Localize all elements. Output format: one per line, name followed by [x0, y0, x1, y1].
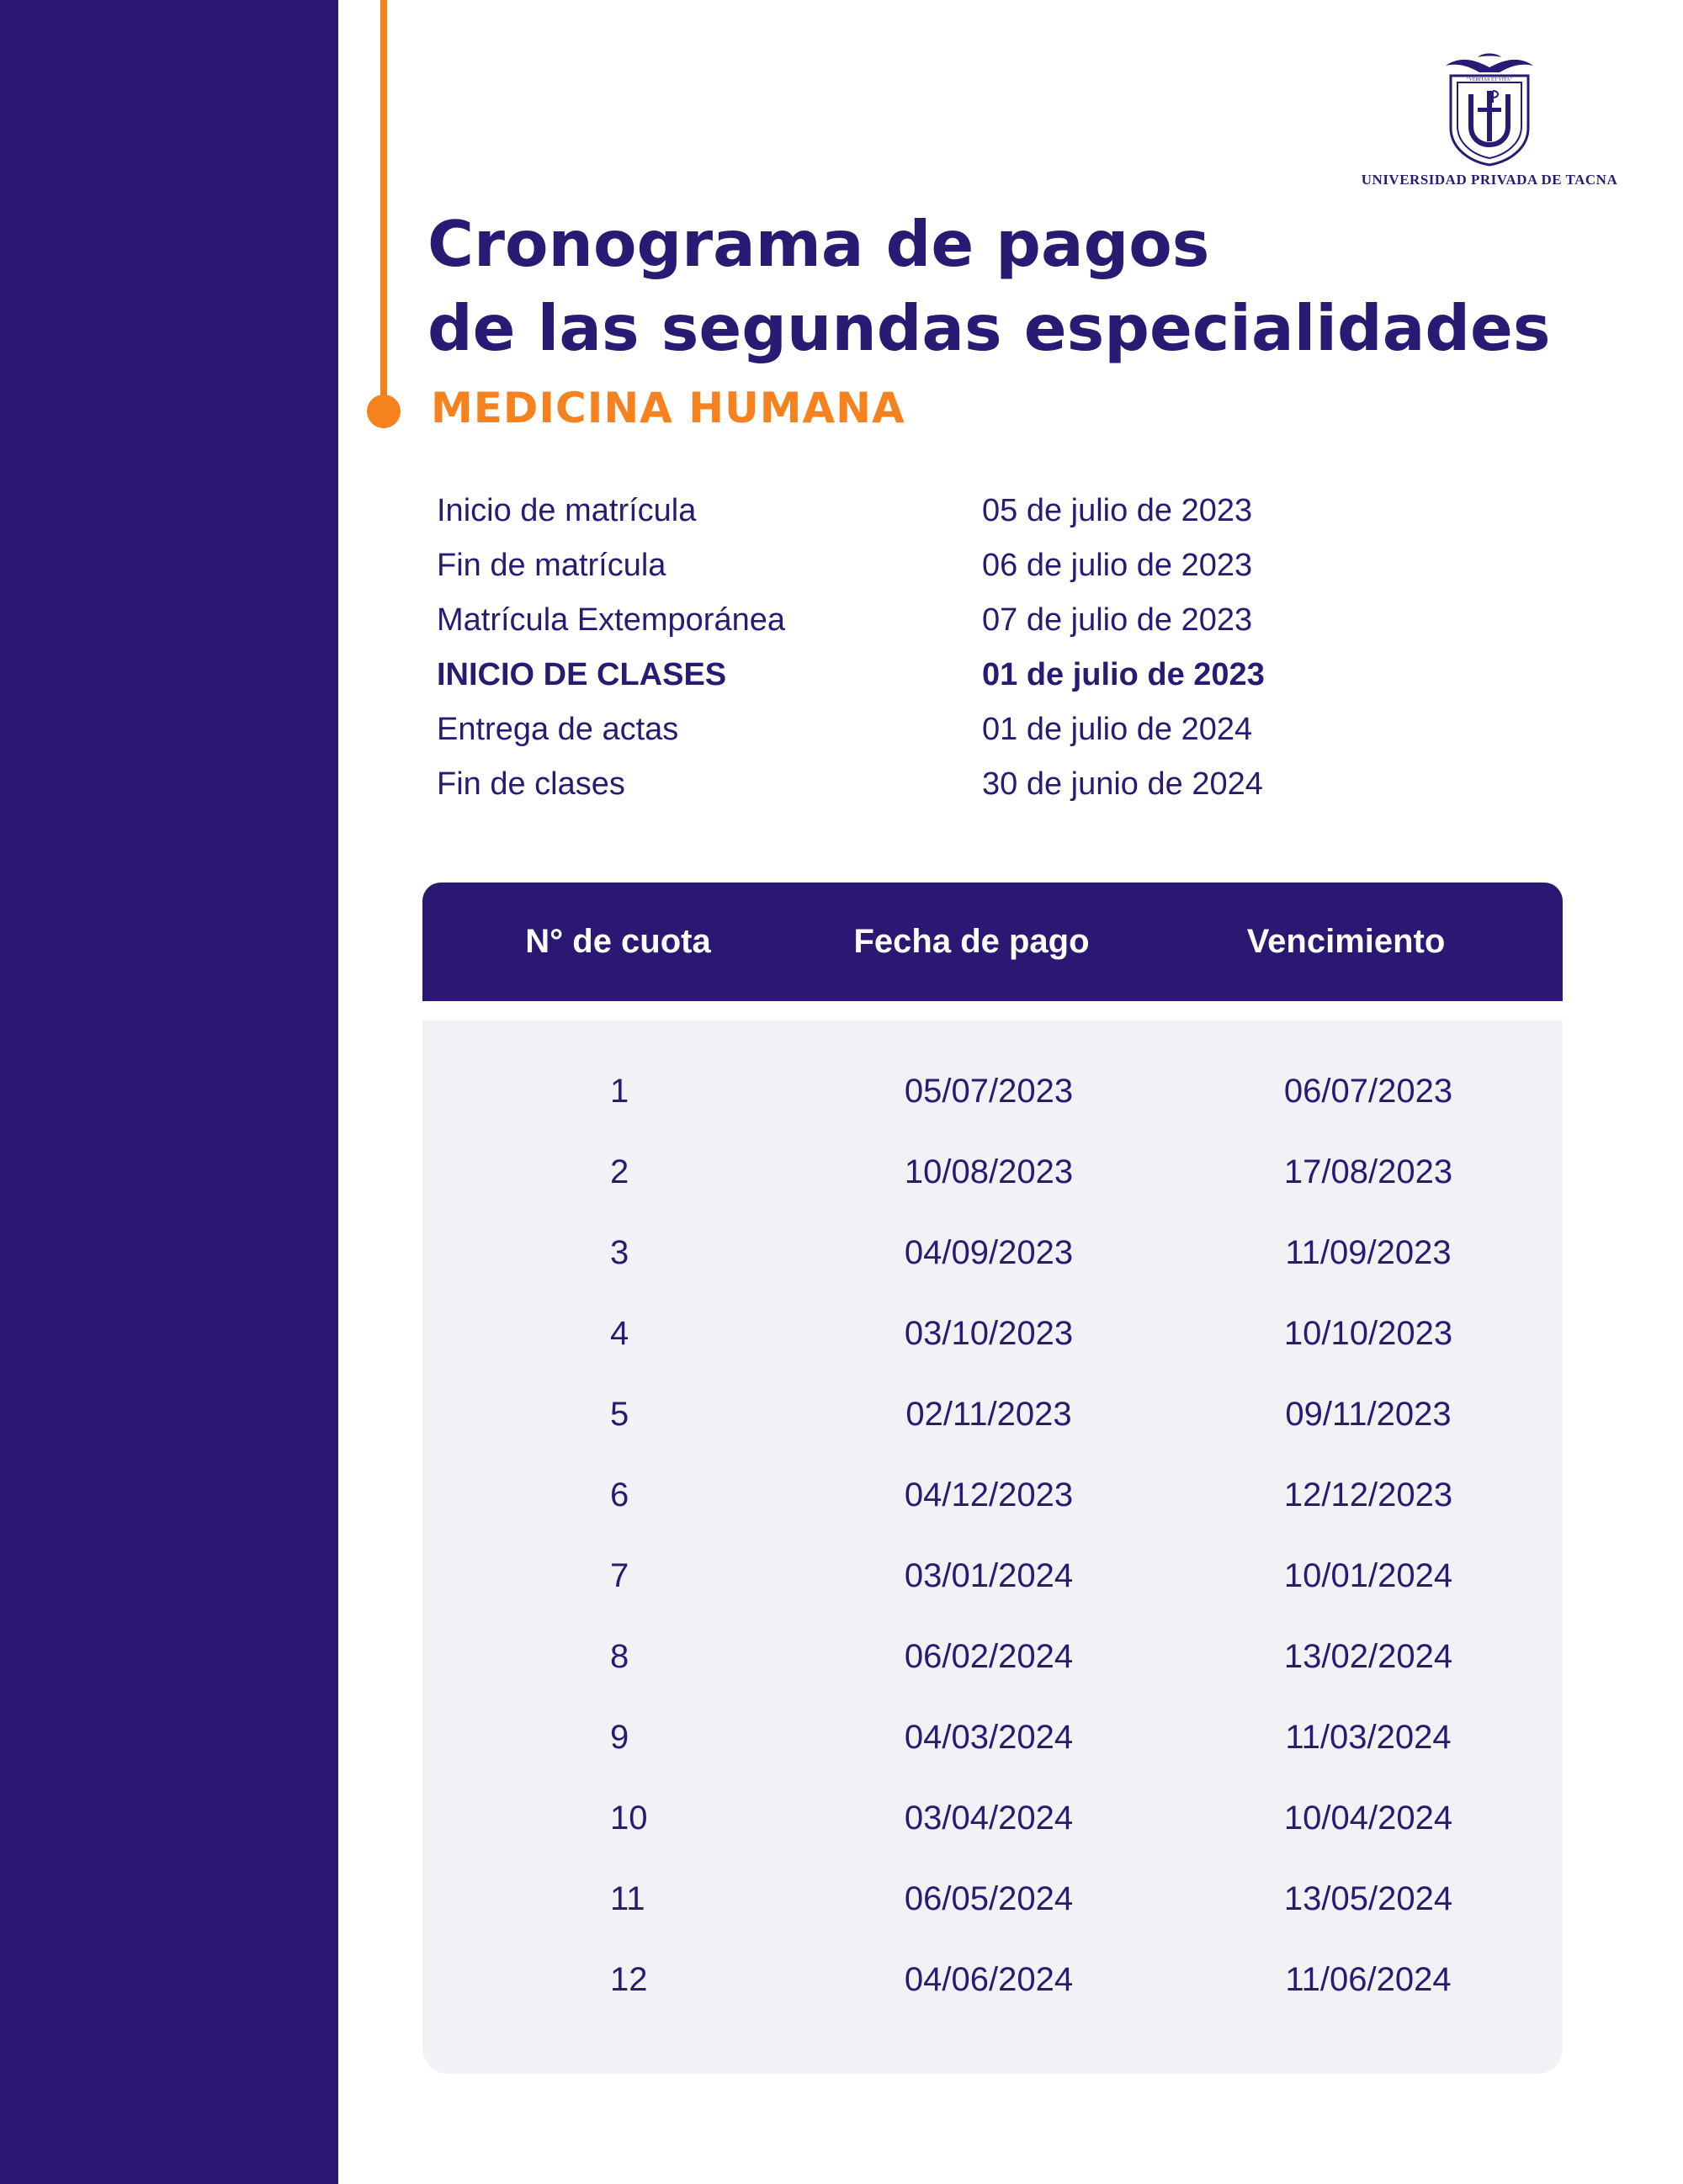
title-line-2: de las segundas especialidades	[427, 291, 1551, 365]
key-date-value: 07 de julio de 2023	[982, 602, 1253, 638]
table-row	[422, 1132, 1563, 1212]
table-row	[422, 1697, 1563, 1778]
vencimiento-cell: 10/01/2024	[1283, 1556, 1453, 1594]
orange-vertical-line	[380, 0, 387, 409]
vencimiento-cell: 13/05/2024	[1283, 1879, 1453, 1917]
cuota-cell: 3	[610, 1233, 629, 1271]
cuota-cell: 8	[610, 1637, 629, 1675]
vencimiento-cell: 11/09/2023	[1285, 1233, 1452, 1271]
table-row	[422, 1293, 1563, 1374]
payment-table-body	[422, 1020, 1563, 2074]
fecha-pago-cell: 04/06/2024	[904, 1960, 1074, 1998]
column-header-fecha-pago: Fecha de pago	[853, 923, 1090, 960]
fecha-pago-cell: 03/01/2024	[904, 1556, 1074, 1594]
cuota-cell: 12	[610, 1960, 648, 1998]
key-date-value: 30 de junio de 2024	[982, 766, 1263, 802]
cuota-cell: 11	[610, 1879, 645, 1917]
key-date-value: 01 de julio de 2024	[982, 712, 1253, 747]
column-header-cuota: N° de cuota	[525, 923, 711, 960]
table-row	[422, 1455, 1563, 1535]
fecha-pago-cell: 02/11/2023	[905, 1395, 1072, 1433]
key-date-row	[437, 757, 1447, 812]
table-row	[422, 1939, 1563, 2020]
key-dates-list	[437, 484, 1447, 812]
fecha-pago-cell: 04/03/2024	[904, 1718, 1074, 1756]
key-date-value: 06 de julio de 2023	[982, 548, 1253, 583]
table-row	[422, 1212, 1563, 1293]
table-row	[422, 1535, 1563, 1616]
fecha-pago-cell: 06/05/2024	[904, 1879, 1074, 1917]
vencimiento-cell: 09/11/2023	[1285, 1395, 1452, 1433]
vencimiento-cell: 17/08/2023	[1283, 1153, 1453, 1190]
fecha-pago-cell: 05/07/2023	[904, 1072, 1074, 1110]
key-date-value: 05 de julio de 2023	[982, 493, 1253, 528]
key-date-row	[437, 538, 1447, 593]
vencimiento-cell: 06/07/2023	[1283, 1072, 1453, 1110]
vencimiento-cell: 11/03/2024	[1285, 1718, 1452, 1756]
vencimiento-cell: 13/02/2024	[1283, 1637, 1453, 1675]
table-row	[422, 1858, 1563, 1939]
vencimiento-cell: 11/06/2024	[1285, 1960, 1452, 1998]
cuota-cell: 2	[610, 1153, 629, 1190]
cuota-cell: 5	[610, 1395, 629, 1433]
program-subtitle: MEDICINA HUMANA	[431, 384, 905, 432]
cuota-cell: 7	[610, 1556, 629, 1594]
orange-dot	[367, 395, 401, 428]
cuota-cell: 10	[610, 1799, 648, 1837]
vencimiento-cell: 12/12/2023	[1283, 1476, 1453, 1513]
key-date-label: Matrícula Extemporánea	[437, 602, 785, 638]
vencimiento-cell: 10/10/2023	[1283, 1314, 1453, 1352]
fecha-pago-cell: 04/09/2023	[904, 1233, 1074, 1271]
payment-table-header	[422, 883, 1563, 1001]
vencimiento-cell: 10/04/2024	[1283, 1799, 1453, 1837]
table-row	[422, 1051, 1563, 1132]
cuota-cell: 4	[610, 1314, 629, 1352]
key-date-label: Fin de clases	[437, 766, 625, 802]
cuota-cell: 9	[610, 1718, 629, 1756]
fecha-pago-cell: 10/08/2023	[904, 1153, 1074, 1190]
fecha-pago-cell: 06/02/2024	[904, 1637, 1074, 1675]
table-row	[422, 1778, 1563, 1858]
table-row	[422, 1374, 1563, 1455]
table-row	[422, 1616, 1563, 1697]
key-date-row-highlight	[437, 648, 1447, 702]
university-name: UNIVERSIDAD PRIVADA DE TACNA	[1361, 172, 1618, 188]
key-date-label: INICIO DE CLASES	[437, 657, 727, 692]
key-date-row	[437, 593, 1447, 648]
key-date-value: 01 de julio de 2023	[982, 657, 1265, 692]
key-date-label: Inicio de matrícula	[437, 493, 697, 528]
fecha-pago-cell: 04/12/2023	[904, 1476, 1074, 1513]
left-sidebar-band	[0, 0, 338, 2184]
key-date-row	[437, 484, 1447, 538]
title-line-1: Cronograma de pagos	[427, 207, 1210, 281]
cuota-cell: 6	[610, 1476, 629, 1513]
university-logo	[1334, 50, 1645, 198]
column-header-vencimiento: Vencimiento	[1246, 923, 1446, 960]
cuota-cell: 1	[610, 1072, 629, 1110]
svg-text:"VERITAS ET VITA": "VERITAS ET VITA"	[1467, 77, 1512, 82]
key-date-row	[437, 702, 1447, 757]
fecha-pago-cell: 03/04/2024	[904, 1799, 1074, 1837]
key-date-label: Entrega de actas	[437, 712, 679, 747]
page-title	[427, 202, 1606, 370]
fecha-pago-cell: 03/10/2023	[904, 1314, 1074, 1352]
shield-crest-icon	[1439, 50, 1540, 168]
key-date-label: Fin de matrícula	[437, 548, 666, 583]
